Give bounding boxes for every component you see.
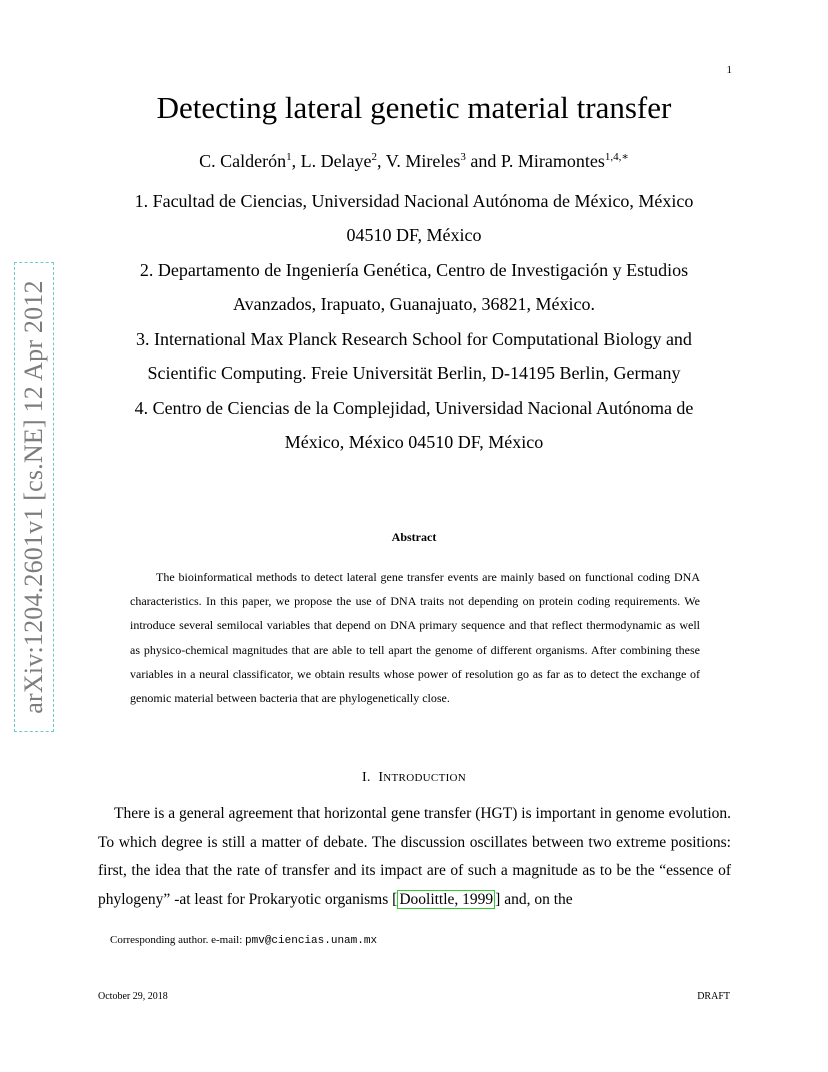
abstract-body [130, 565, 700, 710]
affiliation-line: 4. Centro de Ciencias de la Complejidad, Universidad Nacional Autónoma de [134, 398, 694, 418]
intro-text: There is a general agreement that horizontal gene transfer (HGT) is important in genome evolution. To which degree is still a matter of debate. The discussion oscillates between two extreme positions: first, the idea that the rate of transfer and its impact are of such a magnitude as to be the “essence of phylogeny” -at least for Prokaryotic organisms [ [98, 805, 731, 908]
author-name: V. Mireles [385, 151, 461, 171]
author-affiliation-marker: 2 [371, 151, 378, 163]
section-number: I. [361, 770, 371, 785]
citation-link[interactable]: Doolittle, 1999 [399, 890, 494, 908]
abstract-text: The bioinformatical methods to detect lateral gene transfer events are mainly based on functional coding DNA characteristics. In this paper, we propose the use of DNA traits not depending on protein coding requirements. We introduce several semilocal variables that depend on DNA primary sequence and that reflect thermodynamic as well as physico-chemical magnitudes that are able to tell apart the genome of different organisms. After combining these variables in a neural classificator, we obtain results whose power of resolution go as far as to detect the exchange of genomic material between bacteria that are phylogenetically close. [130, 570, 700, 706]
author-name: P. Miramontes [500, 151, 605, 171]
author-name: C. Calderón [199, 151, 287, 171]
footnote-label: Corresponding author. e-mail: [110, 934, 246, 946]
author-list: C. Calderón$^1$, L. Delaye$^2$, V. Mireles$^3$ and P. Miramontes$^{1,4,∗}$ [199, 151, 629, 171]
introduction-body [98, 800, 731, 914]
affiliation-line: México, México 04510 DF, México [284, 432, 544, 452]
affiliation-4 [0, 391, 828, 459]
page-number: 1 [726, 64, 732, 76]
footnote-email: pmv@ciencias.unam.mx [245, 935, 378, 947]
footer-status: DRAFT [697, 991, 730, 1002]
footnote [110, 934, 377, 947]
affiliation-line: 04510 DF, México [346, 225, 482, 245]
affiliation-line: 3. International Max Planck Research School for Computational Biology and [136, 329, 692, 349]
affiliation-3 [0, 322, 828, 390]
author-affiliation-marker: 1,4,∗ [604, 151, 629, 163]
author-affiliation-marker: 1 [286, 151, 292, 163]
author-name: L. Delaye [300, 151, 372, 171]
affiliation-line: 2. Departamento de Ingeniería Genética, Centro de Investigación y Estudios [139, 260, 689, 280]
arxiv-identifier: arXiv:1204.2601v1 [cs.NE] 12 Apr 2012 [19, 280, 48, 714]
affiliation-line: 1. Facultad de Ciencias, Universidad Nacional Autónoma de México, México [134, 191, 694, 211]
abstract-heading: Abstract [391, 530, 437, 544]
section-title-rest: NTRODUCTION [383, 772, 467, 784]
section-title-initial: I [378, 770, 384, 785]
affiliation-2 [0, 253, 828, 321]
intro-paragraph [98, 800, 731, 914]
intro-text-end: ] and, on the [495, 890, 573, 908]
section-heading [0, 770, 828, 786]
affiliation-1 [0, 184, 828, 252]
affiliation-line: Avanzados, Irapuato, Guanajuato, 36821, México. [232, 294, 596, 314]
footer-date: October 29, 2018 [98, 991, 168, 1002]
author-affiliation-marker: 3 [460, 151, 466, 163]
affiliation-line: Scientific Computing. Freie Universität Berlin, D-14195 Berlin, Germany [147, 363, 681, 383]
paper-title: Detecting lateral genetic material transfer [156, 90, 672, 125]
